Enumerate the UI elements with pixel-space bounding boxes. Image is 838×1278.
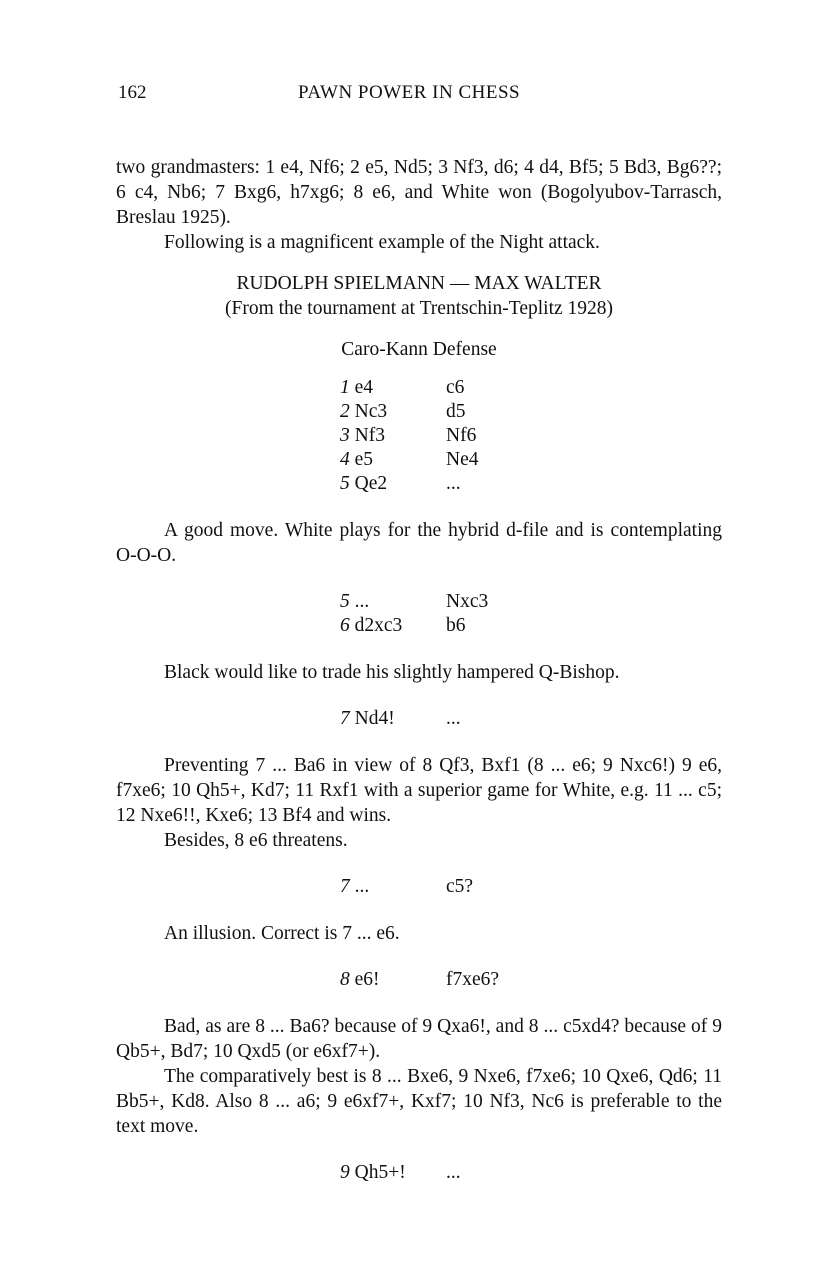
move-number: 6 bbox=[340, 615, 350, 636]
move-row bbox=[340, 376, 722, 400]
move-number: 3 bbox=[340, 425, 350, 446]
move-row bbox=[340, 875, 722, 899]
annotation-paragraph: An illusion. Correct is 7 ... e6. bbox=[164, 923, 400, 944]
white-move: 8 e6! bbox=[340, 969, 380, 990]
move-number: 9 bbox=[340, 1162, 350, 1183]
black-move: Nxc3 bbox=[446, 591, 489, 612]
running-title: PAWN POWER IN CHESS bbox=[298, 82, 521, 103]
white-move: 5 ... bbox=[340, 591, 370, 612]
page-body bbox=[116, 155, 722, 1185]
black-move: ... bbox=[446, 1162, 461, 1183]
move-table-5 bbox=[340, 968, 722, 992]
annotation-paragraph: A good move. White plays for the hybrid d-file and is contemplating O-O-O. bbox=[116, 520, 722, 566]
black-move: c6 bbox=[446, 377, 465, 398]
white-move: 1 e4 bbox=[340, 377, 374, 398]
annotation-paragraph: Bad, as are 8 ... Ba6? because of 9 Qxa6!, and 8 ... c5xd4? because of 9 Qb5+, Bd7; 10 Qxd5 (or e6xf7+). bbox=[116, 1016, 722, 1062]
move-row bbox=[340, 472, 722, 496]
move-table-4 bbox=[340, 875, 722, 899]
black-move: Nf6 bbox=[446, 425, 477, 446]
black-move: f7xe6? bbox=[446, 969, 500, 990]
move-table-1 bbox=[340, 376, 722, 496]
white-move: 3 Nf3 bbox=[340, 425, 385, 446]
move-number: 7 bbox=[340, 876, 350, 897]
white-move: 6 d2xc3 bbox=[340, 615, 403, 636]
page-number: 162 bbox=[118, 82, 147, 103]
move-number: 7 bbox=[340, 708, 350, 729]
white-move: 2 Nc3 bbox=[340, 401, 388, 422]
annotation-paragraph: Black would like to trade his slightly hampered Q-Bishop. bbox=[164, 662, 620, 683]
game-players: RUDOLPH SPIELMANN — MAX WALTER bbox=[236, 273, 602, 294]
black-move: Ne4 bbox=[446, 449, 479, 470]
move-row bbox=[340, 707, 722, 731]
opening-name: Caro-Kann Defense bbox=[341, 339, 497, 360]
annotation-paragraph: The comparatively best is 8 ... Bxe6, 9 Nxe6, f7xe6; 10 Qxe6, Qd6; 11 Bb5+, Kd8. Also 8 ... a6; 9 e6xf7+, Kxf7; 10 Nf3, Nc6 is preferable to the text move. bbox=[116, 1066, 722, 1137]
white-move: 5 Qe2 bbox=[340, 473, 388, 494]
move-number: 2 bbox=[340, 401, 350, 422]
intro-paragraph: two grandmasters: 1 e4, Nf6; 2 e5, Nd5; 3 Nf3, d6; 4 d4, Bf5; 5 Bd3, Bg6??; 6 c4, Nb6; 7 Bxg6, h7xg6; 8 e6, and White won (Bogolyubov-Tarrasch, Breslau 1925). bbox=[116, 157, 722, 228]
intro-transition: Following is a magnificent example of the Night attack. bbox=[164, 232, 600, 253]
white-move: 7 Nd4! bbox=[340, 708, 395, 729]
game-event: (From the tournament at Trentschin-Teplitz 1928) bbox=[224, 298, 614, 319]
white-move: 7 ... bbox=[340, 876, 370, 897]
move-table-2 bbox=[340, 590, 722, 638]
white-move: 9 Qh5+! bbox=[340, 1162, 406, 1183]
move-row bbox=[340, 968, 722, 992]
black-move: d5 bbox=[446, 401, 466, 422]
move-row bbox=[340, 614, 722, 638]
move-table-6 bbox=[340, 1161, 722, 1185]
black-move: b6 bbox=[446, 615, 466, 636]
move-number: 5 bbox=[340, 591, 350, 612]
page-header bbox=[118, 82, 718, 106]
annotation-paragraph: Besides, 8 e6 threatens. bbox=[164, 830, 348, 851]
white-move: 4 e5 bbox=[340, 449, 374, 470]
move-row bbox=[340, 400, 722, 424]
black-move: ... bbox=[446, 473, 461, 494]
move-row bbox=[340, 1161, 722, 1185]
annotation-paragraph: Preventing 7 ... Ba6 in view of 8 Qf3, Bxf1 (8 ... e6; 9 Nxc6!) 9 e6, f7xe6; 10 Qh5+, Kd7; 11 Rxf1 with a superior game for White, e.g. 11 ... c5; 12 Nxe6!!, Kxe6; 13 Bf4 and wins. bbox=[116, 755, 722, 826]
move-number: 5 bbox=[340, 473, 350, 494]
move-row bbox=[340, 448, 722, 472]
move-number: 4 bbox=[340, 449, 350, 470]
move-table-3 bbox=[340, 707, 722, 731]
move-number: 8 bbox=[340, 969, 350, 990]
black-move: c5? bbox=[446, 876, 474, 897]
move-row bbox=[340, 590, 722, 614]
black-move: ... bbox=[446, 708, 461, 729]
move-row bbox=[340, 424, 722, 448]
move-number: 1 bbox=[340, 377, 350, 398]
